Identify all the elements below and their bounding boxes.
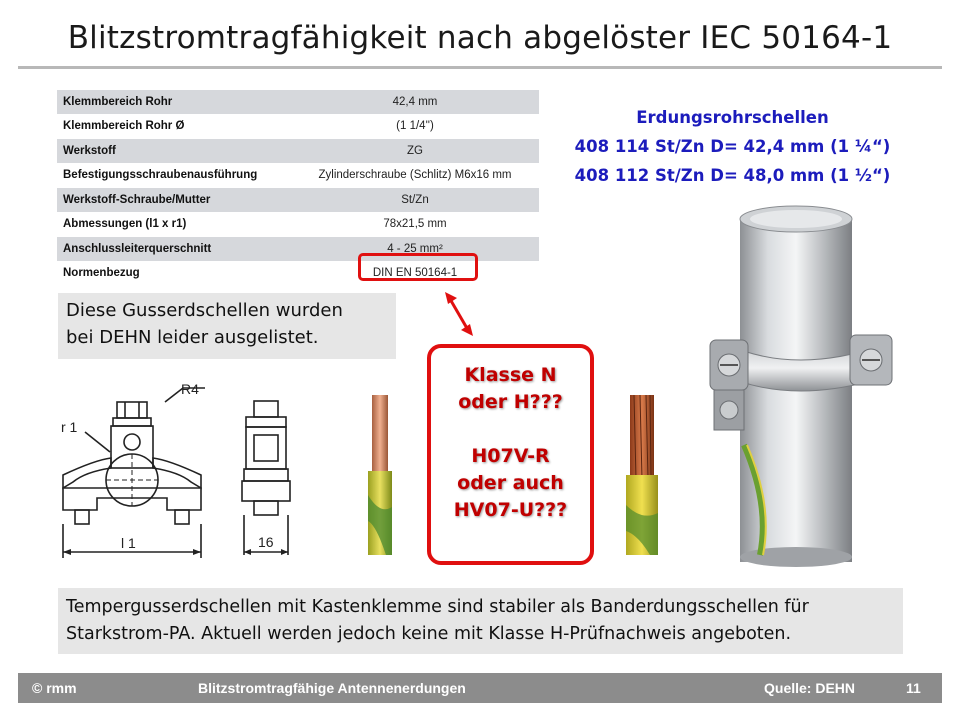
note-line: bei DEHN leider ausgelistet. <box>66 327 319 348</box>
double-arrow-icon <box>440 290 480 342</box>
drawing-label-16: 16 <box>258 534 274 550</box>
spec-value: 42,4 mm <box>291 90 539 114</box>
note-line: Diese Gusserdschellen wurden <box>66 300 343 321</box>
pipe-clamp-photo <box>700 205 910 570</box>
spec-key: Klemmbereich Rohr <box>57 90 291 114</box>
spec-key: Werkstoff-Schraube/Mutter <box>57 188 291 213</box>
drawing-label-r4: R4 <box>181 381 199 397</box>
cable-class-question-box <box>427 344 594 565</box>
spec-key: Werkstoff <box>57 139 291 164</box>
spec-value: ZG <box>291 139 539 164</box>
discontinued-note <box>58 293 396 359</box>
table-row <box>57 114 539 139</box>
product-heading: Erdungsrohrschellen <box>636 108 829 127</box>
class-line: oder auch <box>457 472 564 494</box>
title-divider <box>18 66 942 69</box>
class-line: HV07-U??? <box>453 499 568 521</box>
class-line: H07V-R <box>471 445 550 467</box>
spec-key: Normenbezug <box>57 261 291 286</box>
clamp-front-drawing <box>55 380 215 560</box>
note-line: Starkstrom-PA. Aktuell werden jedoch keine mit Klasse H-Prüfnachweis angeboten. <box>66 624 792 644</box>
slide-title: Blitzstromtragfähigkeit nach abgelöster IEC 50164-1 <box>67 20 893 56</box>
spec-value: (1 1/4'') <box>291 114 539 139</box>
spec-value: Zylinderschraube (Schlitz) M6x16 mm <box>291 163 539 188</box>
footer-page-number: 11 <box>906 680 921 696</box>
footer-topic: Blitzstromtragfähige Antennenerdungen <box>198 680 466 696</box>
summary-note <box>58 588 903 654</box>
table-row <box>57 139 539 164</box>
spec-value: 4 - 25 mm² <box>291 237 539 262</box>
footer-source: Quelle: DEHN <box>764 680 856 696</box>
table-row <box>57 163 539 188</box>
table-row <box>57 212 539 237</box>
note-line: Tempergusserdschellen mit Kastenklemme sind stabiler als Banderdungsschellen für <box>66 597 809 617</box>
footer-bar <box>18 673 942 703</box>
drawing-label-l1: l 1 <box>121 535 136 551</box>
spec-key: Anschlussleiterquerschnitt <box>57 237 291 262</box>
clamp-side-drawing <box>232 395 302 560</box>
product-list <box>555 103 910 190</box>
table-row <box>57 188 539 213</box>
product-line: 408 114 St/Zn D= 42,4 mm (1 ¼“) <box>574 137 891 156</box>
spec-key: Abmessungen (l1 x r1) <box>57 212 291 237</box>
spec-value: 78x21,5 mm <box>291 212 539 237</box>
spec-value: DIN EN 50164-1 <box>291 261 539 286</box>
class-line: Klasse N <box>464 364 557 386</box>
standard-highlight-box <box>358 253 478 281</box>
table-row <box>57 90 539 114</box>
footer-copyright: © rmm <box>32 680 77 696</box>
spec-key: Klemmbereich Rohr Ø <box>57 114 291 139</box>
class-line: oder H??? <box>458 391 563 413</box>
cable-image-h07v-u <box>362 395 410 555</box>
cable-image-h07v-r <box>622 395 670 555</box>
spec-value: St/Zn <box>291 188 539 213</box>
drawing-label-r1: r 1 <box>61 419 78 435</box>
spec-key: Befestigungsschraubenausführung <box>57 163 291 188</box>
product-line: 408 112 St/Zn D= 48,0 mm (1 ½“) <box>574 166 891 185</box>
